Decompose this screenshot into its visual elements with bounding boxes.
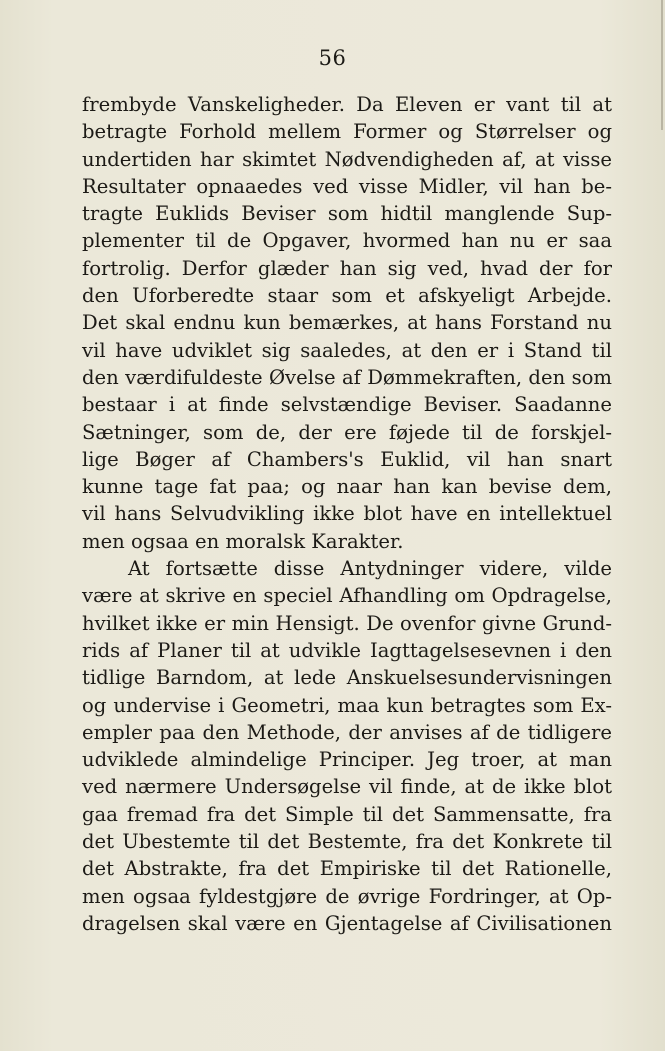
text-line: tragte Euklids Beviser som hidtil manglende Sup- xyxy=(82,202,612,226)
text-line: Resultater opnaaedes ved visse Midler, vil han be- xyxy=(82,174,612,198)
text-line: dragelsen skal være en Gjentagelse af Civilisationen xyxy=(82,911,612,935)
text-line: det Abstrakte, fra det Empiriske til det Rationelle, xyxy=(82,857,612,881)
text-line: det Ubestemte til det Bestemte, fra det Konkrete til xyxy=(82,830,612,854)
text-line: og undervise i Geometri, maa kun betragtes som Ex- xyxy=(82,693,612,717)
text-line: gaa fremad fra det Simple til det Sammensatte, fra xyxy=(82,802,612,826)
text-line: den Uforberedte staar som et afskyeligt Arbejde. xyxy=(82,284,612,308)
body-text xyxy=(82,91,612,937)
text-line: kunne tage fat paa; og naar han kan bevise dem, xyxy=(82,475,612,499)
text-line: vil hans Selvudvikling ikke blot have en intellektuel xyxy=(82,502,612,526)
text-line: den værdifuldeste Øvelse af Dømmekraften, den som xyxy=(82,365,612,389)
text-line: vil have udviklet sig saaledes, at den er i Stand til xyxy=(82,338,612,362)
text-line: hvilket ikke er min Hensigt. De ovenfor givne Grund- xyxy=(82,611,612,635)
text-line: lige Bøger af Chambers's Euklid, vil han snart xyxy=(82,447,612,471)
text-line: plementer til de Opgaver, hvormed han nu er saa xyxy=(82,229,612,253)
text-line: være at skrive en speciel Afhandling om Opdragelse, xyxy=(82,584,612,608)
text-line: Det skal endnu kun bemærkes, at hans Forstand nu xyxy=(82,311,612,335)
text-line: men ogsaa en moralsk Karakter. xyxy=(82,529,404,553)
text-line: Sætninger, som de, der ere føjede til de forskjel- xyxy=(82,420,612,444)
text-line: frembyde Vanskeligheder. Da Eleven er vant til at xyxy=(82,93,612,116)
text-line: betragte Forhold mellem Former og Størrelser og xyxy=(82,120,612,144)
page-number: 56 xyxy=(318,46,347,70)
text-line: undertiden har skimtet Nødvendigheden af, at visse xyxy=(82,147,612,171)
text-line: fortrolig. Derfor glæder han sig ved, hvad der for xyxy=(82,256,612,280)
text-line: men ogsaa fyldestgjøre de øvrige Fordringer, at Op- xyxy=(82,884,612,908)
text-line: tidlige Barndom, at lede Anskuelsesundervisningen xyxy=(82,666,612,690)
text-line: At fortsætte disse Antydninger videre, vilde xyxy=(128,557,612,581)
text-line: empler paa den Methode, der anvises af de tidligere xyxy=(82,720,612,744)
text-line: ved nærmere Undersøgelse vil finde, at de ikke blot xyxy=(82,775,612,799)
text-line: rids af Planer til at udvikle Iagttagelsesevnen i den xyxy=(82,638,612,662)
text-line: udviklede almindelige Principer. Jeg troer, at man xyxy=(82,748,612,772)
text-line: bestaar i at finde selvstændige Beviser. Saadanne xyxy=(82,393,612,417)
